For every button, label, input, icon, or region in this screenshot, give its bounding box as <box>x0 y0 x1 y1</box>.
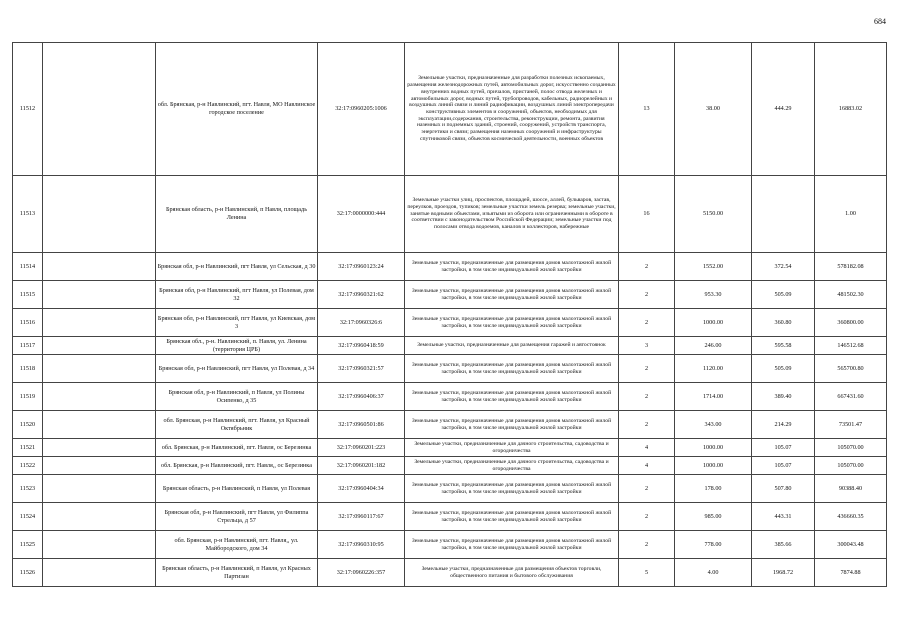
empty-cell <box>43 439 156 457</box>
table-row <box>13 176 887 253</box>
cadastral-value-cell: 16883.02 <box>815 43 887 176</box>
area-cell: 178.00 <box>675 475 752 503</box>
table-row <box>13 281 887 309</box>
empty-cell <box>43 281 156 309</box>
table-row <box>13 457 887 475</box>
area-cell: 1120.00 <box>675 355 752 383</box>
address-cell: Брянская область, р-н Навлинский, п Навля, ул Полевая <box>156 475 318 503</box>
cadastral-value-cell: 436660.35 <box>815 503 887 531</box>
land-use-cell: Земельные участки, предназначенные для дачного строительства, садоводства и огородничества <box>405 439 619 457</box>
row-number: 11525 <box>13 531 43 559</box>
land-cadastre-table <box>12 42 887 587</box>
cadastral-value-cell: 73501.47 <box>815 411 887 439</box>
empty-cell <box>43 309 156 337</box>
area-cell: 778.00 <box>675 531 752 559</box>
use-code-cell: 2 <box>619 355 675 383</box>
use-code-cell: 2 <box>619 383 675 411</box>
cadastral-value-cell: 1.00 <box>815 176 887 253</box>
land-use-cell: Земельные участки, предназначенные для размещения домов малоэтажной жилой застройки, в том числе индивидуальной жилой застройки <box>405 475 619 503</box>
use-code-cell: 2 <box>619 531 675 559</box>
area-cell: 953.30 <box>675 281 752 309</box>
empty-cell <box>43 503 156 531</box>
empty-cell <box>43 176 156 253</box>
address-cell: Брянская обл, р-н Навлинский, пгт Навля, ул Киевская, дом 3 <box>156 309 318 337</box>
cadastral-number-cell: 32:17:0960404:34 <box>318 475 405 503</box>
specific-value-cell: 389.40 <box>752 383 815 411</box>
use-code-cell: 16 <box>619 176 675 253</box>
cadastral-number-cell: 32:17:0000000:444 <box>318 176 405 253</box>
address-cell: Брянская обл, р-н Навлинский, п Навля, ул Полины Осипенко, д 35 <box>156 383 318 411</box>
cadastral-number-cell: 32:17:0960418:59 <box>318 337 405 355</box>
table-row <box>13 355 887 383</box>
specific-value-cell: 372.54 <box>752 253 815 281</box>
use-code-cell: 2 <box>619 475 675 503</box>
table-row <box>13 475 887 503</box>
specific-value-cell: 105.07 <box>752 439 815 457</box>
cadastral-number-cell: 32:17:0960201:223 <box>318 439 405 457</box>
use-code-cell: 2 <box>619 411 675 439</box>
use-code-cell: 5 <box>619 559 675 587</box>
table-row <box>13 503 887 531</box>
use-code-cell: 13 <box>619 43 675 176</box>
cadastral-value-cell: 90388.40 <box>815 475 887 503</box>
table-row <box>13 559 887 587</box>
empty-cell <box>43 559 156 587</box>
cadastral-number-cell: 32:17:0960321:62 <box>318 281 405 309</box>
cadastral-number-cell: 32:17:0960123:24 <box>318 253 405 281</box>
land-use-cell: Земельные участки, предназначенные для размещения домов малоэтажной жилой застройки, в том числе индивидуальной жилой застройки <box>405 281 619 309</box>
specific-value-cell: 595.58 <box>752 337 815 355</box>
empty-cell <box>43 383 156 411</box>
row-number: 11521 <box>13 439 43 457</box>
address-cell: обл. Брянская, р-н Навлинский, пгт. Навля, ос Березинка <box>156 439 318 457</box>
row-number: 11520 <box>13 411 43 439</box>
land-use-cell: Земельные участки, предназначенные для размещения домов малоэтажной жилой застройки, в том числе индивидуальной жилой застройки <box>405 383 619 411</box>
table-row <box>13 411 887 439</box>
table-row <box>13 383 887 411</box>
land-use-cell: Земельные участки, предназначенные для размещения домов малоэтажной жилой застройки, в том числе индивидуальной жилой застройки <box>405 531 619 559</box>
table-body <box>13 43 887 587</box>
land-use-cell: Земельные участки, предназначенные для размещения домов малоэтажной жилой застройки, в том числе индивидуальной жилой застройки <box>405 355 619 383</box>
cadastral-value-cell: 481502.30 <box>815 281 887 309</box>
use-code-cell: 2 <box>619 253 675 281</box>
specific-value-cell: 443.31 <box>752 503 815 531</box>
row-number: 11516 <box>13 309 43 337</box>
empty-cell <box>43 43 156 176</box>
specific-value-cell: 105.07 <box>752 457 815 475</box>
row-number: 11526 <box>13 559 43 587</box>
cadastral-value-cell: 7874.88 <box>815 559 887 587</box>
address-cell: обл. Брянская, р-н Навлинский, пгт. Навля,, ос Березинка <box>156 457 318 475</box>
specific-value-cell: 505.09 <box>752 355 815 383</box>
address-cell: обл. Брянская, р-н Навлинский, пгт. Навля,, ул. Майбородского, дом 34 <box>156 531 318 559</box>
row-number: 11523 <box>13 475 43 503</box>
cadastral-number-cell: 32:17:0960326:6 <box>318 309 405 337</box>
specific-value-cell: 505.09 <box>752 281 815 309</box>
table-row <box>13 439 887 457</box>
cadastral-value-cell: 565700.80 <box>815 355 887 383</box>
land-use-cell: Земельные участки, предназначенные для размещения домов малоэтажной жилой застройки, в том числе индивидуальной жилой застройки <box>405 253 619 281</box>
specific-value-cell: 385.66 <box>752 531 815 559</box>
row-number: 11519 <box>13 383 43 411</box>
empty-cell <box>43 531 156 559</box>
cadastral-number-cell: 32:17:0960117:67 <box>318 503 405 531</box>
area-cell: 1000.00 <box>675 439 752 457</box>
cadastral-number-cell: 32:17:0960226:357 <box>318 559 405 587</box>
cadastral-value-cell: 667431.60 <box>815 383 887 411</box>
row-number: 11513 <box>13 176 43 253</box>
address-cell: обл. Брянская, р-н Навлинский, пгт. Навля, МО Навлинское городское поселение <box>156 43 318 176</box>
cadastral-number-cell: 32:17:0960501:86 <box>318 411 405 439</box>
area-cell: 1552.00 <box>675 253 752 281</box>
use-code-cell: 2 <box>619 281 675 309</box>
cadastral-number-cell: 32:17:0960321:57 <box>318 355 405 383</box>
area-cell: 1714.00 <box>675 383 752 411</box>
row-number: 11512 <box>13 43 43 176</box>
page-number: 684 <box>874 17 886 26</box>
specific-value-cell <box>752 176 815 253</box>
specific-value-cell: 1968.72 <box>752 559 815 587</box>
cadastral-number-cell: 32:17:0960310:95 <box>318 531 405 559</box>
use-code-cell: 2 <box>619 309 675 337</box>
area-cell: 1000.00 <box>675 457 752 475</box>
use-code-cell: 4 <box>619 457 675 475</box>
cadastral-number-cell: 32:17:0960205:1006 <box>318 43 405 176</box>
specific-value-cell: 444.29 <box>752 43 815 176</box>
land-use-cell: Земельные участки, предназначенные для дачного строительства, садоводства и огородничества <box>405 457 619 475</box>
address-cell: Брянская область, р-н Навлинский, п Навля, площадь Ленина <box>156 176 318 253</box>
land-use-cell: Земельные участки, предназначенные для разработки полезных ископаемых, размещения железнодорожных путей, автомобильных дорог, искусственно созданных внутренних водных путей, причалов, пристаней, полос отвода железных и автомобильных дорог, водных путей, трубопроводов, кабельных, радиорелейных и воздушных линий связи и линий радиофикации, воздушных линий электропередачи конструктивных элементов и сооружений, объектов, необходимых для эксплуатации,содержания, строительства, реконструкции, ремонта, развития наземных и подземных зданий, строений, сооружений, устройств транспорта, энергетики и связи; размещения наземных сооружений и инфраструктуры спутниковой связи, объектов космической деятельности, военных объектов <box>405 43 619 176</box>
row-number: 11517 <box>13 337 43 355</box>
empty-cell <box>43 337 156 355</box>
empty-cell <box>43 253 156 281</box>
specific-value-cell: 507.80 <box>752 475 815 503</box>
address-cell: Брянская обл, р-н Навлинский, пгт Навля, ул Полевая, д 34 <box>156 355 318 383</box>
cadastral-value-cell: 300043.48 <box>815 531 887 559</box>
address-cell: Брянская обл, р-н Навлинский, пгт Навля, ул Филиппа Стрельца, д 57 <box>156 503 318 531</box>
area-cell: 246.00 <box>675 337 752 355</box>
cadastral-value-cell: 105070.00 <box>815 457 887 475</box>
use-code-cell: 3 <box>619 337 675 355</box>
empty-cell <box>43 457 156 475</box>
row-number: 11524 <box>13 503 43 531</box>
row-number: 11514 <box>13 253 43 281</box>
land-use-cell: Земельные участки, предназначенные для размещения объектов торговли, общественного питания и бытового обслуживания <box>405 559 619 587</box>
empty-cell <box>43 355 156 383</box>
address-cell: Брянская область, р-н Навлинский, п Навля, ул Красных Партизан <box>156 559 318 587</box>
table-row <box>13 337 887 355</box>
cadastral-value-cell: 146512.68 <box>815 337 887 355</box>
land-use-cell: Земельные участки, предназначенные для размещения домов малоэтажной жилой застройки, в том числе индивидуальной жилой застройки <box>405 411 619 439</box>
table-row <box>13 309 887 337</box>
address-cell: Брянская обл, р-н Навлинский, пгт Навля, ул Сельская, д 30 <box>156 253 318 281</box>
specific-value-cell: 214.29 <box>752 411 815 439</box>
address-cell: Брянская обл., р-н. Навлинский, п. Навля, ул. Ленина (территория ЦРБ) <box>156 337 318 355</box>
area-cell: 1000.00 <box>675 309 752 337</box>
table-row <box>13 43 887 176</box>
land-use-cell: Земельные участки улиц, проспектов, площадей, шоссе, аллей, бульваров, застав, переулков, проездов, тупиков; земельные участки земель резерва; земельные участки, занятые водными объектами, изъятыми из оборота или ограниченными в обороте в соответствии с законодательством Российской Федерации; земельные участки под полосами отвода водоемов, каналов и коллекторов, набережные <box>405 176 619 253</box>
row-number: 11522 <box>13 457 43 475</box>
row-number: 11515 <box>13 281 43 309</box>
address-cell: Брянская обл, р-н Навлинский, пгт Навля, ул Полевая, дом 32 <box>156 281 318 309</box>
table-row <box>13 531 887 559</box>
land-use-cell: Земельные участки, предназначенные для размещения гаражей и автостоянок <box>405 337 619 355</box>
area-cell: 4.00 <box>675 559 752 587</box>
empty-cell <box>43 411 156 439</box>
use-code-cell: 2 <box>619 503 675 531</box>
land-use-cell: Земельные участки, предназначенные для размещения домов малоэтажной жилой застройки, в том числе индивидуальной жилой застройки <box>405 503 619 531</box>
area-cell: 5150.00 <box>675 176 752 253</box>
area-cell: 343.00 <box>675 411 752 439</box>
row-number: 11518 <box>13 355 43 383</box>
table-row <box>13 253 887 281</box>
empty-cell <box>43 475 156 503</box>
area-cell: 38.00 <box>675 43 752 176</box>
cadastral-value-cell: 105070.00 <box>815 439 887 457</box>
area-cell: 985.00 <box>675 503 752 531</box>
cadastral-value-cell: 360800.00 <box>815 309 887 337</box>
address-cell: обл. Брянская, р-н Навлинский, пгт. Навля, ул Красный Октябрьник <box>156 411 318 439</box>
use-code-cell: 4 <box>619 439 675 457</box>
cadastral-number-cell: 32:17:0960406:37 <box>318 383 405 411</box>
cadastral-number-cell: 32:17:0960201:182 <box>318 457 405 475</box>
cadastral-value-cell: 578182.08 <box>815 253 887 281</box>
land-use-cell: Земельные участки, предназначенные для размещения домов малоэтажной жилой застройки, в том числе индивидуальной жилой застройки <box>405 309 619 337</box>
specific-value-cell: 360.80 <box>752 309 815 337</box>
